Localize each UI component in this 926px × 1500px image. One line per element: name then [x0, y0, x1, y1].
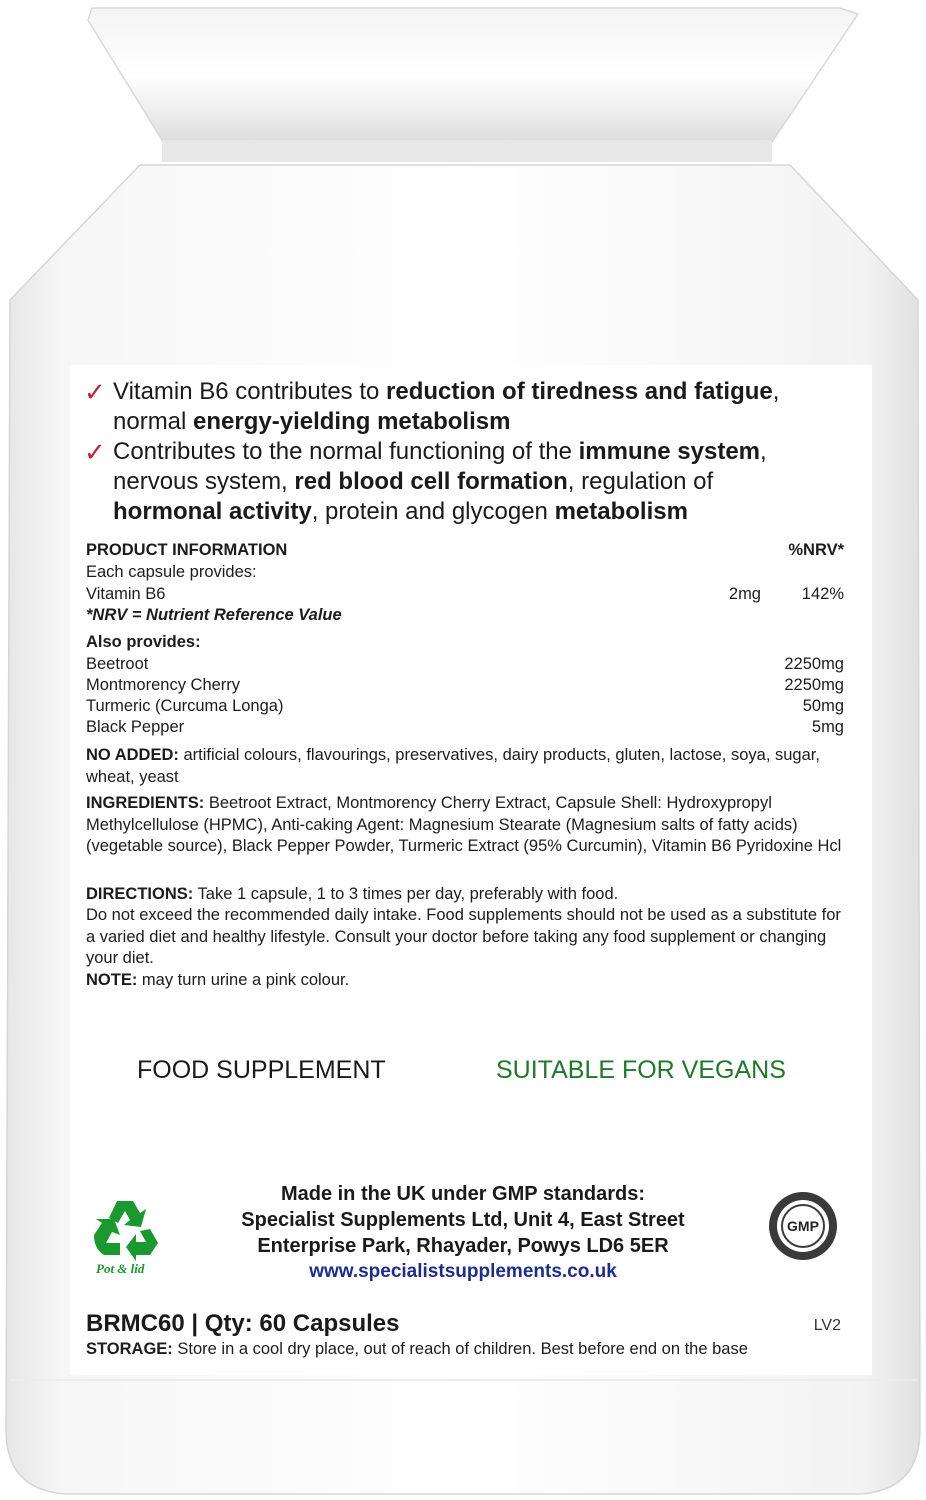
directions-text: DIRECTIONS: Take 1 capsule, 1 to 3 times per day, preferably with food.: [86, 885, 619, 903]
claim-1-line-1: Vitamin B6 contributes to reduction of tiredness and fatigue,: [113, 378, 780, 405]
vitamin-amount: 2mg: [728, 585, 761, 603]
ingredient-name: Montmorency Cherry: [86, 676, 241, 694]
warning-text: Do not exceed the recommended daily intake. Food supplements should not be used as a substitute for a varied diet and healthy lifestyle. Consult your doctor before taking any food supplement or changing your diet.: [86, 906, 841, 967]
ingredient-amount: 5mg: [811, 718, 844, 736]
ingredient-name: Turmeric (Curcuma Longa): [86, 697, 284, 715]
ingredient-amount: 50mg: [802, 697, 844, 715]
ingredient-amount: 2250mg: [784, 655, 844, 673]
also-provides-heading: Also provides:: [86, 633, 201, 651]
claim-2-line-3: hormonal activity, protein and glycogen metabolism: [113, 498, 688, 525]
each-capsule-text: Each capsule provides:: [86, 563, 257, 581]
gmp-seal-text: GMP: [787, 1218, 819, 1234]
recycle-caption: Pot & lid: [96, 1261, 145, 1276]
product-code: BRMC60 | Qty: 60 Capsules: [86, 1310, 400, 1337]
ingredient-name: Beetroot: [86, 655, 149, 673]
vitamin-nrv: 142%: [801, 585, 844, 603]
vitamin-name: Vitamin B6: [86, 585, 166, 603]
ingredient-amount: 2250mg: [784, 676, 844, 694]
product-info-heading: PRODUCT INFORMATION: [86, 541, 288, 559]
claim-2-line-2: nervous system, red blood cell formation, regulation of: [113, 468, 714, 495]
note-text: NOTE: may turn urine a pink colour.: [86, 971, 350, 989]
checkmark-icon: ✓: [84, 377, 106, 407]
website-link[interactable]: www.specialistsupplements.co.uk: [309, 1261, 617, 1282]
no-added-text: NO ADDED: artificial colours, flavourings, preservatives, dairy products, gluten, lactose, soya, sugar, wheat, yeast: [86, 746, 820, 786]
food-supplement-badge: FOOD SUPPLEMENT: [137, 1056, 386, 1084]
checkmark-icon: ✓: [84, 437, 106, 467]
vegan-badge: SUITABLE FOR VEGANS: [496, 1056, 786, 1084]
nrv-note: *NRV = Nutrient Reference Value: [86, 606, 342, 624]
gmp-seal-icon: [767, 1190, 839, 1262]
label-version: LV2: [813, 1317, 841, 1334]
ingredient-name: Black Pepper: [86, 718, 185, 736]
maker-line-2: Specialist Supplements Ltd, Unit 4, East Street: [241, 1209, 685, 1231]
maker-line-1: Made in the UK under GMP standards:: [280, 1183, 646, 1205]
recycle-icon: [90, 1197, 160, 1261]
nrv-heading: %NRV*: [788, 541, 844, 559]
claim-2-line-1: Contributes to the normal functioning of the immune system,: [113, 438, 767, 465]
claim-1-line-2: normal energy-yielding metabolism: [113, 408, 511, 435]
maker-line-3: Enterprise Park, Rhayader, Powys LD6 5ER: [257, 1235, 669, 1257]
ingredients-text: INGREDIENTS: Beetroot Extract, Montmorency Cherry Extract, Capsule Shell: Hydroxypropyl Methylcellulose (HPMC), Anti-caking Agent: Magnesium Stearate (Magnesium salts of fatty acids) (vegetable source), Black Pepper Powder, Turmeric Extract (95% Curcumin), Vitamin B6 Pyridoxine Hcl: [86, 794, 842, 855]
storage-text: STORAGE: Store in a cool dry place, out of reach of children. Best before end on the base: [86, 1340, 748, 1358]
